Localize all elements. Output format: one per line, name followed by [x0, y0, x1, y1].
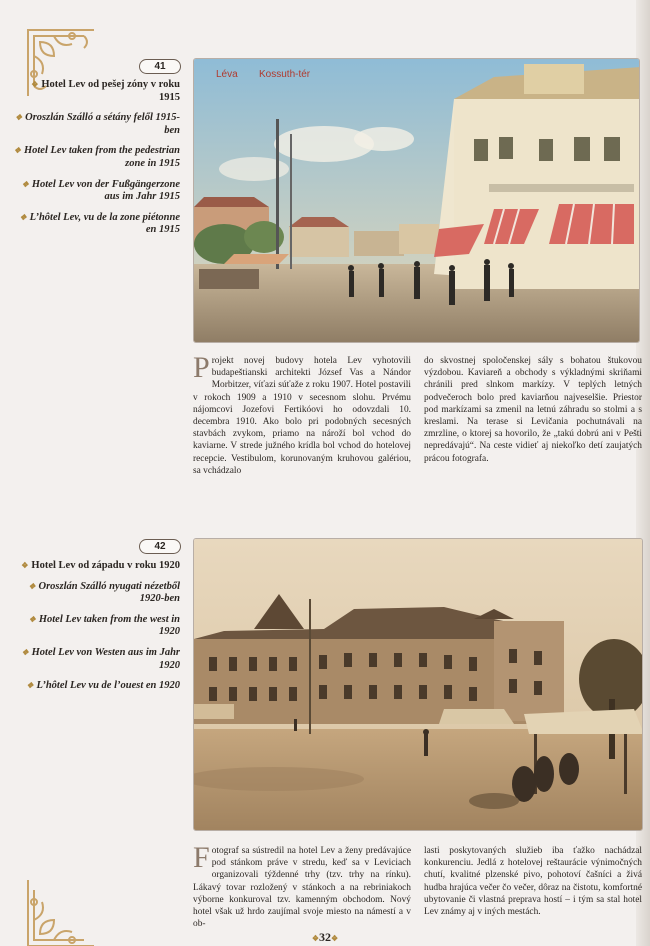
caption-french: ❖ L’hôtel Lev, vu de la zone piétonne en 1915: [19, 211, 180, 236]
caption-english: ❖ Hotel Lev taken from the west in 1920: [28, 613, 180, 638]
caption-list: [10, 560, 180, 701]
photo-number-badge: 42: [139, 539, 181, 554]
diamond-icon: ❖: [21, 179, 29, 189]
caption-german: ❖ Hotel Lev von der Fußgängerzone aus im Jahr 1915: [21, 178, 180, 203]
postcard-photo-1915: [193, 58, 640, 343]
page-number: ❖32❖: [311, 930, 339, 944]
diamond-icon: ❖: [26, 681, 34, 691]
caption-list: [10, 79, 180, 245]
diamond-icon: ❖: [28, 614, 36, 624]
article-text-left-1: Projekt novej budovy hotela Lev vyhotovili budapeštianski architekti József Vas a Nándor Morbitzer, víťazi súťaže z roku 1907. Hotel postavili v rokoch 1909 a 1910 v secesnom slohu. Prvému nájomcovi Jozefovi Fertikóovi ho odovzdali 10. decembra 1910. Ako bolo pri podobných secesných stavbách zvykom, priamo na nároží bol vchod do kaviarne. V strede južného krídla bol vchod do hotelovej recepcie. Vestibulom, korunovaným kruhovou galériou, sa vchádzalo: [193, 351, 411, 476]
diamond-icon: ❖: [21, 561, 29, 570]
drop-cap: F: [193, 841, 210, 874]
diamond-icon: ❖: [14, 113, 23, 123]
diamond-icon: ❖: [331, 934, 339, 943]
caption-slovak: ❖ Hotel Lev od západu v roku 1920: [21, 560, 180, 571]
diamond-icon: ❖: [13, 146, 21, 156]
diamond-icon: ❖: [311, 934, 319, 943]
caption-hungarian: ❖ Oroszlán Szálló a sétány felől 1915-ben: [14, 112, 180, 136]
sepia-photo-1920: [193, 538, 643, 831]
diamond-icon: ❖: [21, 647, 29, 657]
caption-german: ❖ Hotel Lev von Westen aus im Jahr 1920: [21, 646, 180, 671]
diamond-icon: ❖: [28, 581, 36, 591]
postcard-label-town: Léva: [216, 69, 238, 80]
postcard-label-square: Kossuth-tér: [259, 69, 311, 80]
caption-english: ❖ Hotel Lev taken from the pedestrian zone in 1915: [13, 145, 180, 169]
caption-french: ❖ L’hôtel Lev vu de l’ouest en 1920: [26, 680, 180, 692]
caption-slovak: ❖ Hotel Lev od pešej zóny v roku 1915: [31, 79, 180, 103]
caption-hungarian: ❖ Oroszlán Szálló nyugati nézetből 1920-ben: [28, 580, 180, 605]
article-text-left-2: Fotograf sa sústredil na hotel Lev a ženy predávajúce pod stánkom práve v stredu, keď sa v Leviciach organizovali týždenné trhy (tzv. trhy na rínku). Lákavý tovar rozložený v stánkoch a na rebriniakoch výborne konkuroval tzv. kamenným obchodom. Nový hotel však už hrdo zaujímal svoje miesto na námestí a v ob-: [193, 841, 411, 930]
article-text-right-2: lasti poskytovaných služieb iba ťažko nachádzal konkurenciu. Jedlá z hotelovej reštaurácie výnimočných chutí, kvalitné plzenské pivo, pohotoví čašníci a živá hudba hrajúca večer čo večer, dôraz na čistotu, komfortné ubytovanie či vlastná preprava hostí – i tým sa stal hotel Lev známy aj v iných mestách.: [424, 846, 642, 918]
drop-cap: P: [193, 351, 210, 384]
diamond-icon: ❖: [19, 212, 27, 222]
diamond-icon: ❖: [31, 80, 39, 89]
photo-number-badge: 41: [139, 59, 181, 74]
article-text-right-1: do skvostnej spoločenskej sály s bohatou štukovou výzdobou. Kaviareň a obchody s výkladnými skriňami chránili pred slnkom markízy. V teplých letných podvečeroch bolo pred kaviarňou najveselšie. Priestor pod markízami sa zmenil na letnú záhradu so stolmi a s kreslami. Na terase si Levičania pochutnávali na zmrzline, o ktorej sa hovorilo, že „takú dobrú ani v Pešti nepredávajú“. Na ceste vidieť aj niekoľko detí zaujatých prácou fotografa.: [424, 356, 642, 464]
